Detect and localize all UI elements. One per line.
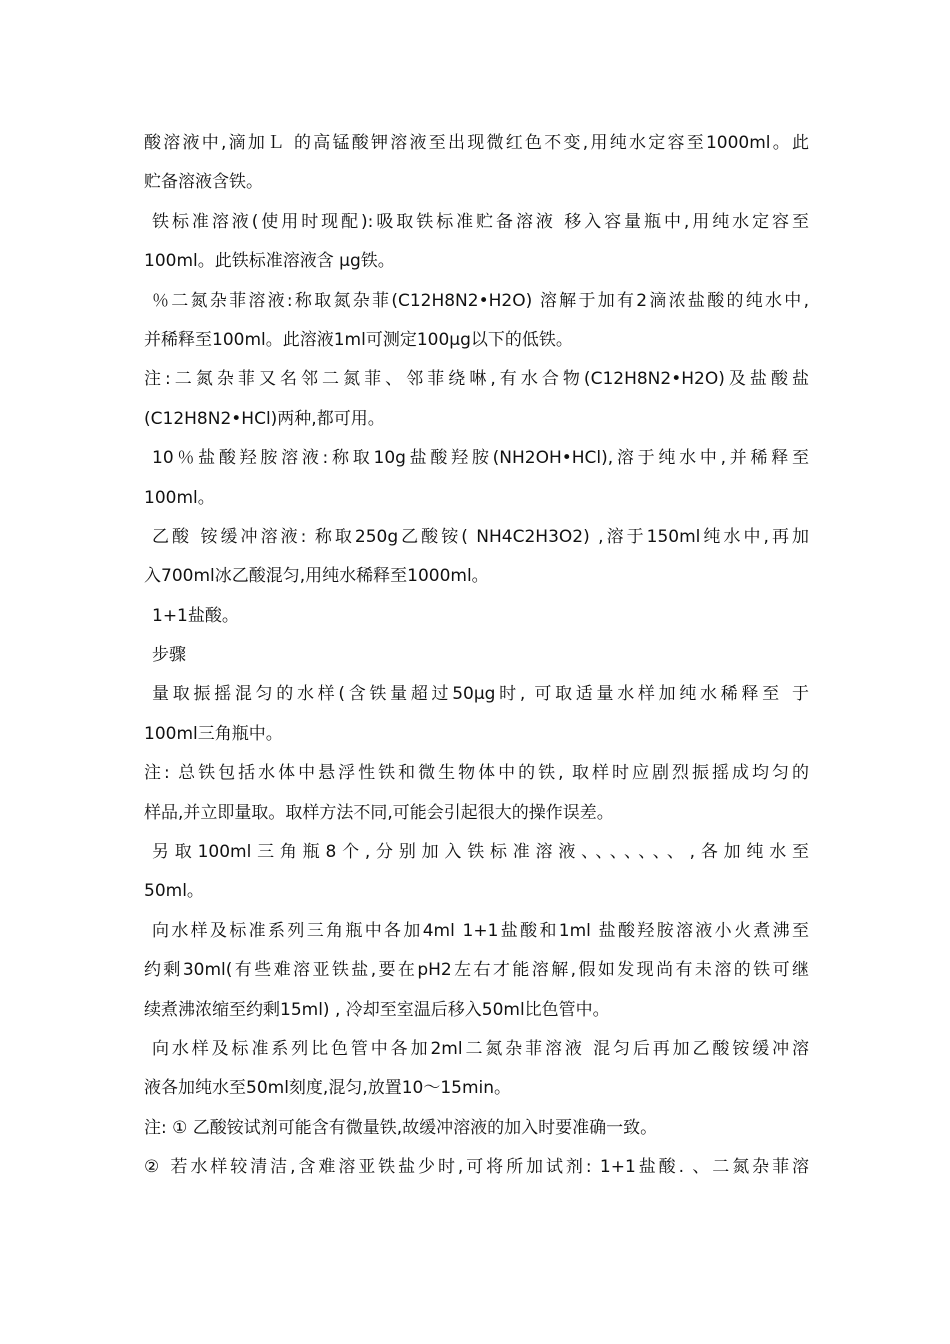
text-line: 1+1盐酸。 — [152, 605, 239, 626]
text-line: 100ml。此铁标准溶液含 μg铁。 — [144, 251, 395, 272]
text-line: 向水样及标准系列三角瓶中各加4ml 1+1盐酸和1ml 盐酸羟胺溶液小火煮沸至 — [152, 920, 809, 941]
text-line: 100ml三角瓶中。 — [144, 723, 283, 744]
section-heading: 步骤 — [152, 645, 186, 666]
text-line: 100ml。 — [144, 487, 215, 508]
text-line: 液各加纯水至50ml刻度,混匀,放置10～15min。 — [144, 1078, 512, 1099]
text-line: 铁标准溶液(使用时现配):吸取铁标准贮备溶液 移入容量瓶中,用纯水定容至 — [152, 211, 809, 232]
text-line: 续煮沸浓缩至约剩15ml) , 冷却至室温后移入50ml比色管中。 — [144, 999, 610, 1020]
text-line: ② 若水样较清洁,含难溶亚铁盐少时,可将所加试剂: 1+1盐酸. 、二氮杂菲溶 — [144, 1157, 809, 1178]
text-line: 注: 总铁包括水体中悬浮性铁和微生物体中的铁, 取样时应剧烈振摇成均匀的 — [144, 763, 809, 784]
text-line: 向水样及标准系列比色管中各加2ml二氮杂菲溶液 混匀后再加乙酸铵缓冲溶 — [152, 1038, 809, 1059]
text-line: 并稀释至100ml。此溶液1ml可测定100μg以下的低铁。 — [144, 329, 573, 350]
text-line: 量取振摇混匀的水样(含铁量超过50μg时, 可取适量水样加纯水稀释至 于 — [152, 684, 809, 705]
text-line: ％二氮杂菲溶液:称取氮杂菲(C12H8N2•H2O) 溶解于加有2滴浓盐酸的纯水中, — [152, 290, 809, 311]
text-line: 约剩30ml(有些难溶亚铁盐,要在pH2左右才能溶解,假如发现尚有未溶的铁可继 — [144, 960, 809, 981]
text-line: 入700ml冰乙酸混匀,用纯水稀释至1000ml。 — [144, 566, 489, 587]
text-line: 样品,并立即量取。取样方法不同,可能会引起很大的操作误差。 — [144, 802, 614, 823]
text-line: (C12H8N2•HCl)两种,都可用。 — [144, 408, 385, 429]
text-line: 乙酸 铵缓冲溶液: 称取250g乙酸铵( NH4C2H3O2) ,溶于150ml纯水中,再加 — [152, 526, 809, 547]
text-line: 注:二氮杂菲又名邻二氮菲、邻菲绕啉,有水合物(C12H8N2•H2O)及盐酸盐 — [144, 369, 809, 390]
text-line: 另取100ml三角瓶8个,分别加入铁标准溶液、、、、、、、,各加纯水至 — [152, 842, 809, 863]
document-body — [144, 124, 809, 1188]
text-line: 注: ① 乙酸铵试剂可能含有微量铁,故缓冲溶液的加入时要准确一致。 — [144, 1117, 658, 1138]
text-line: 贮备溶液含铁。 — [144, 172, 263, 193]
text-line: 酸溶液中,滴加Ｌ 的高锰酸钾溶液至出现微红色不变,用纯水定容至1000ml。此 — [144, 133, 809, 153]
text-line: 10％盐酸羟胺溶液:称取10g盐酸羟胺(NH2OH•HCl),溶于纯水中,并稀释至 — [152, 448, 809, 469]
text-line: 50ml。 — [144, 881, 204, 902]
